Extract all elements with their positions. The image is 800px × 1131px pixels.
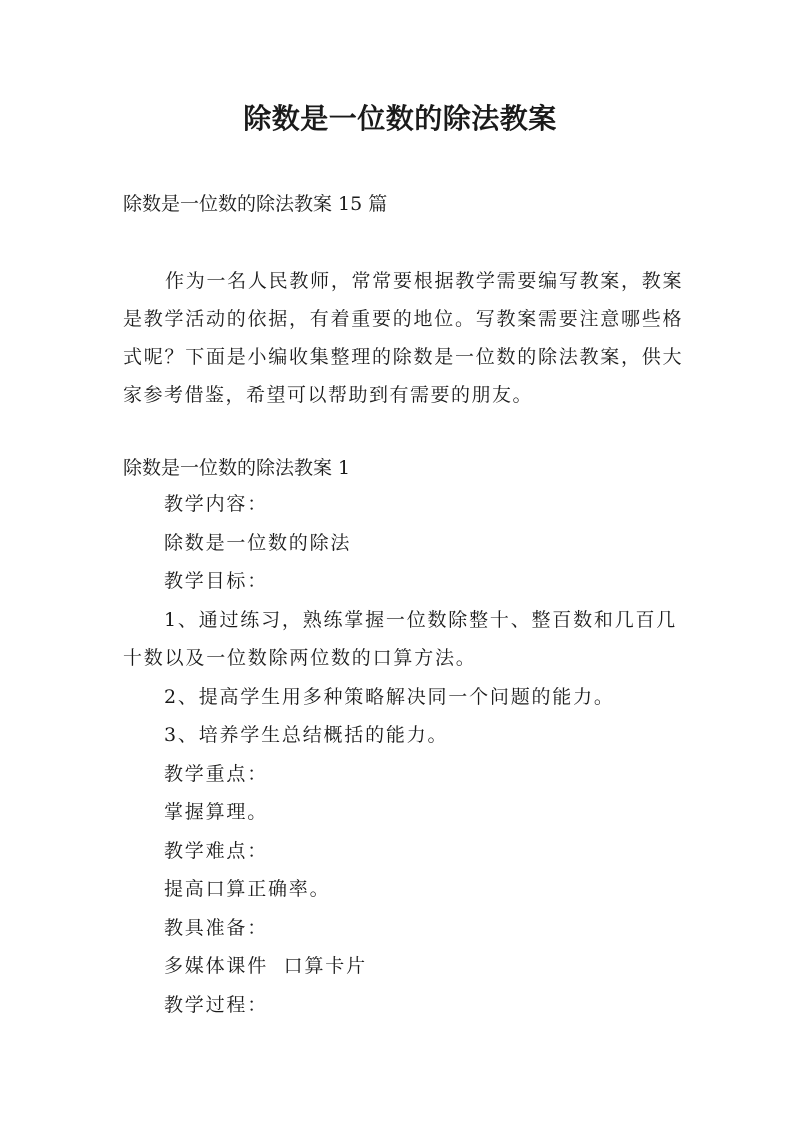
lesson-plan-section [123,451,683,1024]
list-item: 教学重点： [164,762,269,785]
list-item: 教学过程： [164,993,269,1016]
document-title: 除数是一位数的除法教案 [243,102,557,135]
section-heading: 除数是一位数的除法教案 1 [123,457,351,479]
list-item: 掌握算理。 [164,801,269,823]
list-item: 2、提高学生用多种策略解决同一个问题的能力。 [164,685,615,708]
document-subtitle: 除数是一位数的除法教案 15 篇 [123,193,388,215]
list-item: 除数是一位数的除法 [164,531,352,554]
intro-paragraph: 作为一名人民教师，常常要根据教学需要编写教案，教案是教学活动的依据，有着重要的地位。写教案需要注意哪些格式呢？下面是小编收集整理的除数是一位数的除法教案，供大家参考借鉴，希望可以帮助到有需要的朋友。 [123,270,683,406]
lesson-plan-items [123,485,683,1024]
list-item: 多媒体课件 口算卡片 [164,955,367,977]
list-item: 教学难点： [164,839,269,862]
list-item: 教具准备： [164,916,269,939]
list-item: 教学内容： [164,493,269,515]
list-item: 3、培养学生总结概括的能力。 [164,724,449,746]
list-item: 1、通过练习，熟练掌握一位数除整十、整百数和几百几十数以及一位数除两位数的口算方法。 [123,608,678,669]
list-item: 提高口算正确率。 [164,878,331,900]
list-item: 教学目标： [164,570,269,592]
